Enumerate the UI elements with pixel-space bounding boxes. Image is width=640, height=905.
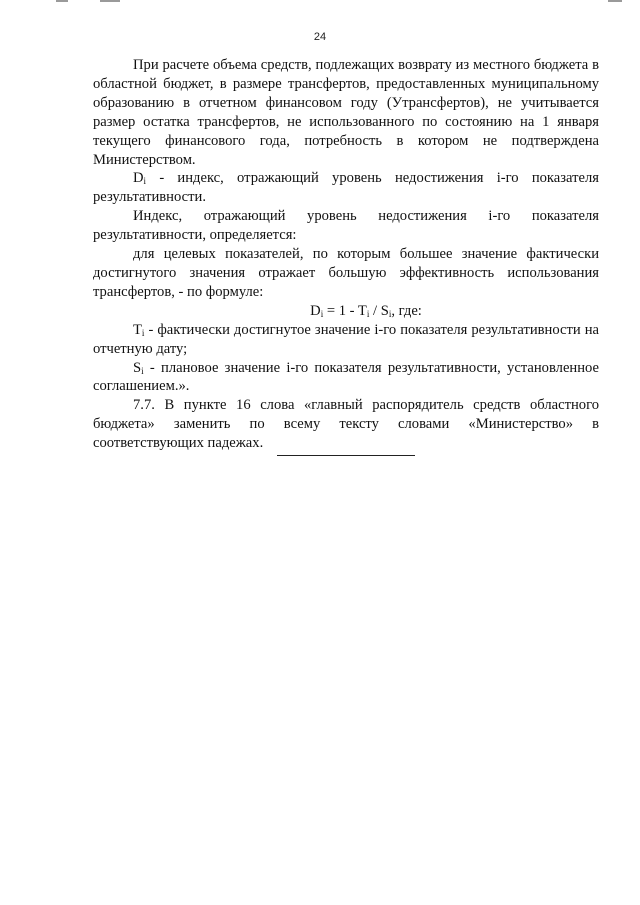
formula-part1: = 1 - T bbox=[323, 302, 367, 319]
formula-t-sub: i bbox=[366, 308, 370, 319]
index-definition-text: - индекс, отражающий уровень недостижения i-го показателя результативности. bbox=[93, 170, 599, 206]
paragraph-index-determined: Индекс, отражающий уровень недостижения i-го показателя результативности, определяется: bbox=[93, 208, 599, 244]
index-symbol: D bbox=[133, 170, 144, 187]
formula-part2: / S bbox=[369, 302, 389, 319]
si-symbol: S bbox=[133, 359, 142, 376]
page-number: 24 bbox=[313, 31, 327, 43]
scan-edge-marks bbox=[0, 0, 640, 4]
ti-definition-text: - фактически достигнутое значение i-го показателя результативности на отчетную дату; bbox=[93, 321, 599, 357]
scan-mark-left-2 bbox=[100, 0, 120, 2]
paragraph-item-7-7: 7.7. В пункте 16 слова «главный распорядитель средств областного бюджета» заменить по всему тексту словами «Министерство» в соответствующих падежах. bbox=[93, 397, 599, 452]
index-subscript: i bbox=[143, 176, 147, 187]
ti-symbol: T bbox=[133, 321, 142, 338]
scan-mark-right bbox=[608, 0, 622, 2]
si-subscript: i bbox=[141, 365, 144, 376]
ti-subscript: i bbox=[141, 327, 145, 338]
formula-s-sub: i bbox=[388, 308, 392, 319]
paragraph-ti-definition bbox=[93, 321, 599, 359]
paragraph-refund-calculation: При расчете объема средств, подлежащих возврату из местного бюджета в областной бюджет, в размере трансфертов, предоставленных муниципальному образованию в отчетном финансовом году (Утрансфертов), не учитывается размер остатка трансфертов, не использованного по состоянию на 1 января текущего финансового года, потребность в котором не подтверждена Министерством. bbox=[93, 57, 599, 168]
scan-mark-left bbox=[56, 0, 68, 2]
formula-part3: , где: bbox=[391, 302, 422, 319]
paragraph-index-definition bbox=[93, 169, 599, 207]
end-separator-line bbox=[277, 455, 415, 456]
formula-d: D bbox=[310, 302, 321, 319]
formula-d-sub: i bbox=[320, 308, 324, 319]
formula bbox=[93, 302, 599, 321]
paragraph-si-definition bbox=[93, 359, 599, 397]
si-definition-text: - плановое значение i-го показателя результативности, установленное соглашением.». bbox=[93, 359, 599, 395]
document-body bbox=[93, 56, 599, 453]
paragraph-target-indicators: для целевых показателей, по которым большее значение фактически достигнутого значения отражает большую эффективность использования трансфертов, - по формуле: bbox=[93, 246, 599, 300]
